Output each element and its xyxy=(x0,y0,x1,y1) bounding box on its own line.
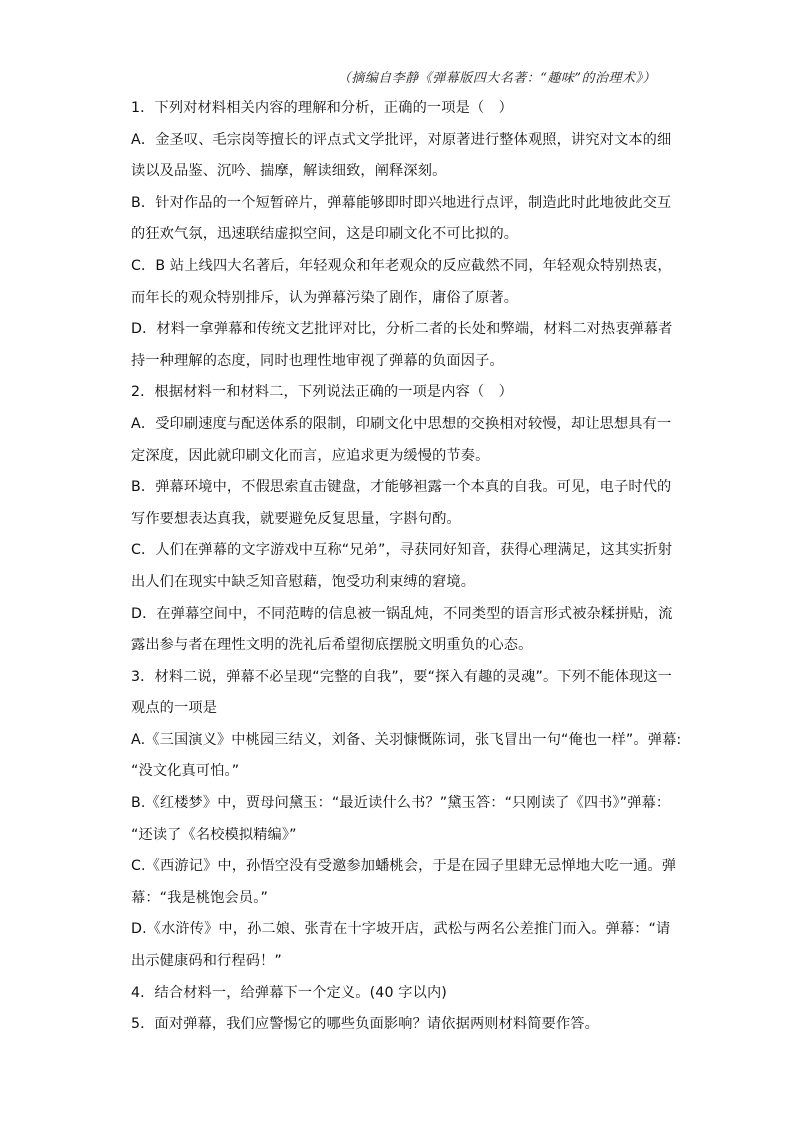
question-3-stem: 3．材料二说，弹幕不必呈现“完整的自我”，要“探入有趣的灵魂”。下列不能体现这一 xyxy=(131,668,672,685)
question-3-stem-cont: 观点的一项是 xyxy=(131,700,218,717)
question-2-option-c: C．人们在弹幕的文字游戏中互称“兄弟”，寻获同好知音，获得心理满足，这其实折射 xyxy=(131,542,673,559)
question-1-option-d-cont: 持一种理解的态度，同时也理性地审视了弹幕的负面因子。 xyxy=(131,352,504,369)
question-1-option-c-cont: 而年长的观众特别排斥，认为弹幕污染了剧作，庸俗了原著。 xyxy=(131,289,519,306)
question-1-option-d: D．材料一拿弹幕和传统文艺批评对比，分析二者的长处和弊端，材料二对热衷弹幕者 xyxy=(131,321,673,338)
question-2-option-c-cont: 出人们在现实中缺乏知音慰藉，饱受功利束缚的窘境。 xyxy=(131,573,476,590)
question-2-option-b: B．弹幕环境中，不假思索直击键盘，才能够袒露一个本真的自我。可见，电子时代的 xyxy=(131,479,672,496)
question-2-option-d: D．在弹幕空间中，不同范畴的信息被一锅乱炖，不同类型的语言形式被杂糅拼贴，流 xyxy=(131,605,673,622)
question-2-option-b-cont: 写作要想表达真我，就要避免反复思量，字斟句酌。 xyxy=(131,510,461,527)
question-3-option-b-cont: “还读了《名校模拟精编》” xyxy=(131,826,297,843)
question-4-stem: 4．结合材料一，给弹幕下一个定义。(40 字以内) xyxy=(131,984,447,1001)
question-2-option-d-cont: 露出参与者在理性文明的洗礼后希望彻底摆脱文明重负的心态。 xyxy=(131,637,533,654)
question-3-option-a-cont: “没文化真可怕。” xyxy=(131,763,240,780)
question-3-option-c: C.《西游记》中，孙悟空没有受邀参加蟠桃会，于是在园子里肆无忌惮地大吃一通。弹 xyxy=(131,858,677,875)
question-1-option-b-cont: 的狂欢气氛，迅速联结虚拟空间，这是印刷文化不可比拟的。 xyxy=(131,226,519,243)
question-1-option-c: C．B 站上线四大名著后，年轻观众和年老观众的反应截然不同，年轻观众特别热衷， xyxy=(131,257,672,274)
question-3-option-d-cont: 出示健康码和行程码！” xyxy=(131,953,282,970)
question-3-option-d: D.《水浒传》中，孙二娘、张青在十字坡开店，武松与两名公差推门而入。弹幕：“请 xyxy=(131,921,671,938)
question-content xyxy=(131,93,682,1041)
question-1-option-a-cont: 读以及品鉴、沉吟、揣摩，解读细致，阐释深刻。 xyxy=(131,163,447,180)
question-2-option-a-cont: 定深度，因此就印刷文化而言，应追求更为缓慢的节奏。 xyxy=(131,447,490,464)
question-5-stem: 5．面对弹幕，我们应警惕它的哪些负面影响？请依据两则材料简要作答。 xyxy=(131,1016,599,1033)
question-1-stem: 1．下列对材料相关内容的理解和分析，正确的一项是（ ） xyxy=(131,100,513,116)
question-3-option-a: A.《三国演义》中桃园三结义，刘备、关羽慷慨陈词，张飞冒出一句“俺也一样”。弹幕: xyxy=(131,731,682,748)
question-1-option-b: B．针对作品的一个短暂碎片，弹幕能够即时即兴地进行点评，制造此时此地彼此交互 xyxy=(131,194,672,211)
source-citation: （摘编自李静《弹幕版四大名著：“趣味”的治理术》） xyxy=(337,71,656,86)
question-2-stem: 2．根据材料一和材料二，下列说法正确的一项是内容（ ） xyxy=(131,384,513,401)
question-3-option-c-cont: 幕：“我是桃饱会员。” xyxy=(131,889,268,906)
question-1-option-a: A．金圣叹、毛宗岗等擅长的评点式文学批评，对原著进行整体观照，讲究对文本的细 xyxy=(131,131,672,148)
question-2-option-a: A．受印刷速度与配送体系的限制，印刷文化中思想的交换相对较慢，却让思想具有一 xyxy=(131,415,672,432)
question-3-option-b: B.《红楼梦》中，贾母问黛玉：“最近读什么书？”黛玉答：“只刚读了《四书》”弹幕： xyxy=(131,795,671,812)
